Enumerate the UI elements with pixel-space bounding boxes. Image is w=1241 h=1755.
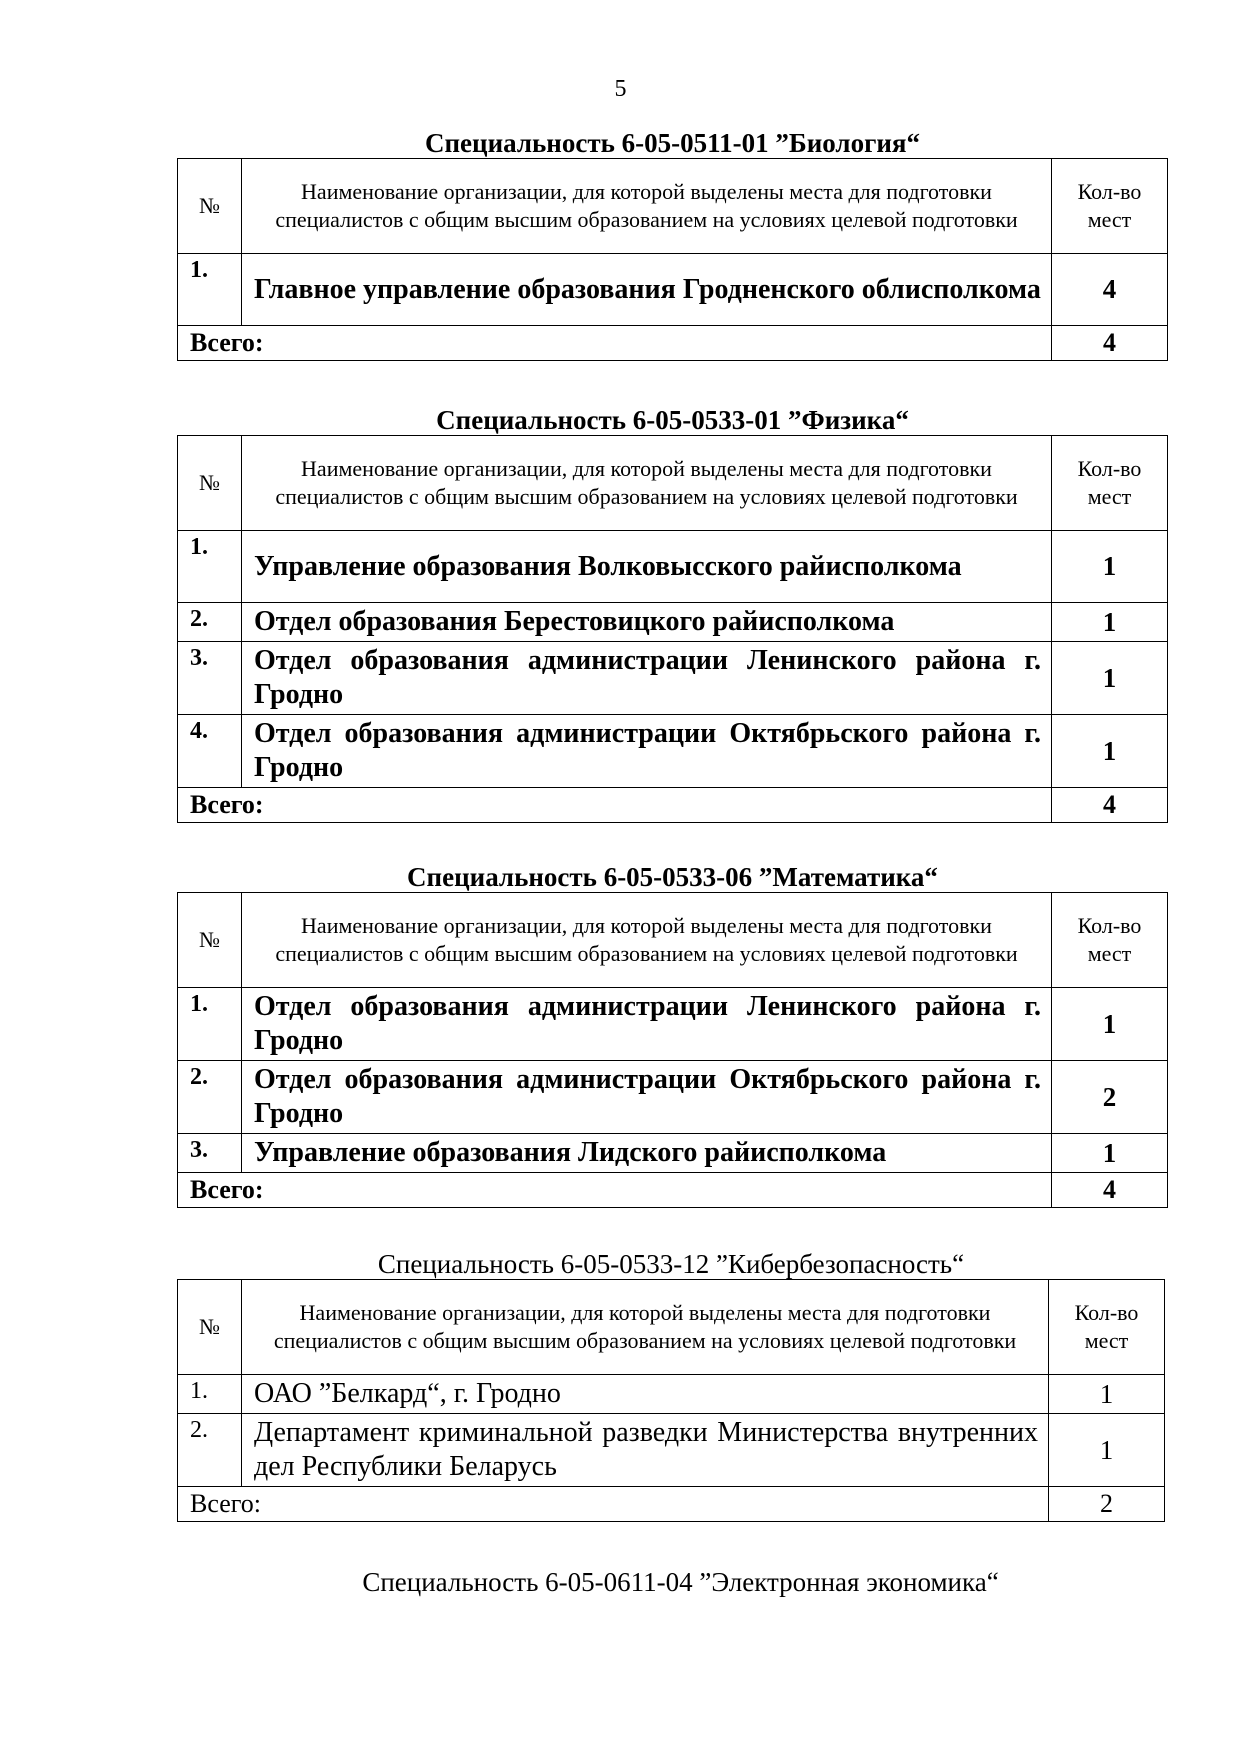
table-row	[178, 1414, 1165, 1487]
total-label: Всего:	[178, 1173, 1052, 1208]
header-org: Наименование организации, для которой выделены места для подготовки специалистов с общим высшим образованием на условиях целевой подготовки	[242, 893, 1052, 988]
total-label: Всего:	[178, 788, 1052, 823]
header-num: №	[178, 1280, 242, 1375]
section-biology	[177, 128, 1168, 361]
total-row	[178, 1173, 1168, 1208]
table-row	[178, 715, 1168, 788]
row-num: 1.	[178, 254, 242, 326]
section-title: Специальность 6-05-0533-06 ”Математика“	[407, 862, 938, 892]
header-org: Наименование организации, для которой выделены места для подготовки специалистов с общим высшим образованием на условиях целевой подготовки	[242, 1280, 1049, 1375]
section-cybersecurity	[177, 1249, 1165, 1522]
allocation-table	[177, 892, 1168, 1208]
row-num: 1.	[178, 1375, 242, 1414]
total-count: 4	[1052, 326, 1168, 361]
row-org: Отдел образования администрации Ленинского района г. Гродно	[242, 642, 1052, 715]
row-count: 1	[1052, 1134, 1168, 1173]
row-org: Департамент криминальной разведки Министерства внутренних дел Республики Беларусь	[242, 1414, 1049, 1487]
total-count: 2	[1049, 1487, 1165, 1522]
table-row	[178, 603, 1168, 642]
section-title: Специальность 6-05-0533-12 ”Кибербезопасность“	[377, 1249, 965, 1279]
table-header-row	[178, 1280, 1165, 1375]
allocation-table	[177, 435, 1168, 823]
table-row	[178, 1375, 1165, 1414]
header-num: №	[178, 893, 242, 988]
row-count: 1	[1052, 988, 1168, 1061]
row-count: 1	[1052, 715, 1168, 788]
total-label: Всего:	[178, 1487, 1049, 1522]
row-num: 1.	[178, 988, 242, 1061]
row-org: ОАО ”Белкард“, г. Гродно	[242, 1375, 1049, 1414]
row-num: 2.	[178, 603, 242, 642]
total-row	[178, 1487, 1165, 1522]
header-org: Наименование организации, для которой выделены места для подготовки специалистов с общим высшим образованием на условиях целевой подготовки	[242, 436, 1052, 531]
row-org: Отдел образования администрации Октябрьского района г. Гродно	[242, 1061, 1052, 1134]
header-count: Кол-во мест	[1052, 893, 1168, 988]
table-header-row	[178, 436, 1168, 531]
header-count: Кол-во мест	[1052, 436, 1168, 531]
row-num: 3.	[178, 1134, 242, 1173]
total-row	[178, 326, 1168, 361]
section-title-electronic-economy: Специальность 6-05-0611-04 ”Электронная экономика“	[362, 1567, 999, 1597]
allocation-table	[177, 1279, 1165, 1522]
row-num: 3.	[178, 642, 242, 715]
row-num: 1.	[178, 531, 242, 603]
row-org: Управление образования Лидского райисполкома	[242, 1134, 1052, 1173]
table-row	[178, 642, 1168, 715]
total-count: 4	[1052, 788, 1168, 823]
table-row	[178, 1061, 1168, 1134]
row-org: Отдел образования администрации Ленинского района г. Гродно	[242, 988, 1052, 1061]
row-count: 2	[1052, 1061, 1168, 1134]
table-row	[178, 531, 1168, 603]
section-math	[177, 862, 1168, 1208]
row-count: 1	[1052, 531, 1168, 603]
header-num: №	[178, 436, 242, 531]
table-row	[178, 1134, 1168, 1173]
header-org: Наименование организации, для которой выделены места для подготовки специалистов с общим высшим образованием на условиях целевой подготовки	[242, 159, 1052, 254]
row-count: 1	[1049, 1414, 1165, 1487]
row-count: 1	[1049, 1375, 1165, 1414]
section-physics	[177, 405, 1168, 823]
total-row	[178, 788, 1168, 823]
row-org: Отдел образования администрации Октябрьского района г. Гродно	[242, 715, 1052, 788]
row-org: Отдел образования Берестовицкого райисполкома	[242, 603, 1052, 642]
header-num: №	[178, 159, 242, 254]
row-num: 2.	[178, 1414, 242, 1487]
row-num: 2.	[178, 1061, 242, 1134]
row-count: 1	[1052, 603, 1168, 642]
total-count: 4	[1052, 1173, 1168, 1208]
row-count: 4	[1052, 254, 1168, 326]
table-header-row	[178, 159, 1168, 254]
table-row	[178, 988, 1168, 1061]
allocation-table	[177, 158, 1168, 361]
row-count: 1	[1052, 642, 1168, 715]
section-title: Специальность 6-05-0511-01 ”Биология“	[424, 128, 920, 158]
page-number: 5	[614, 76, 627, 102]
total-label: Всего:	[178, 326, 1052, 361]
table-header-row	[178, 893, 1168, 988]
row-org: Главное управление образования Гродненского облисполкома	[242, 254, 1052, 326]
section-title: Специальность 6-05-0533-01 ”Физика“	[436, 405, 909, 435]
header-count: Кол-во мест	[1052, 159, 1168, 254]
row-num: 4.	[178, 715, 242, 788]
row-org: Управление образования Волковысского райисполкома	[242, 531, 1052, 603]
table-row	[178, 254, 1168, 326]
header-count: Кол-во мест	[1049, 1280, 1165, 1375]
